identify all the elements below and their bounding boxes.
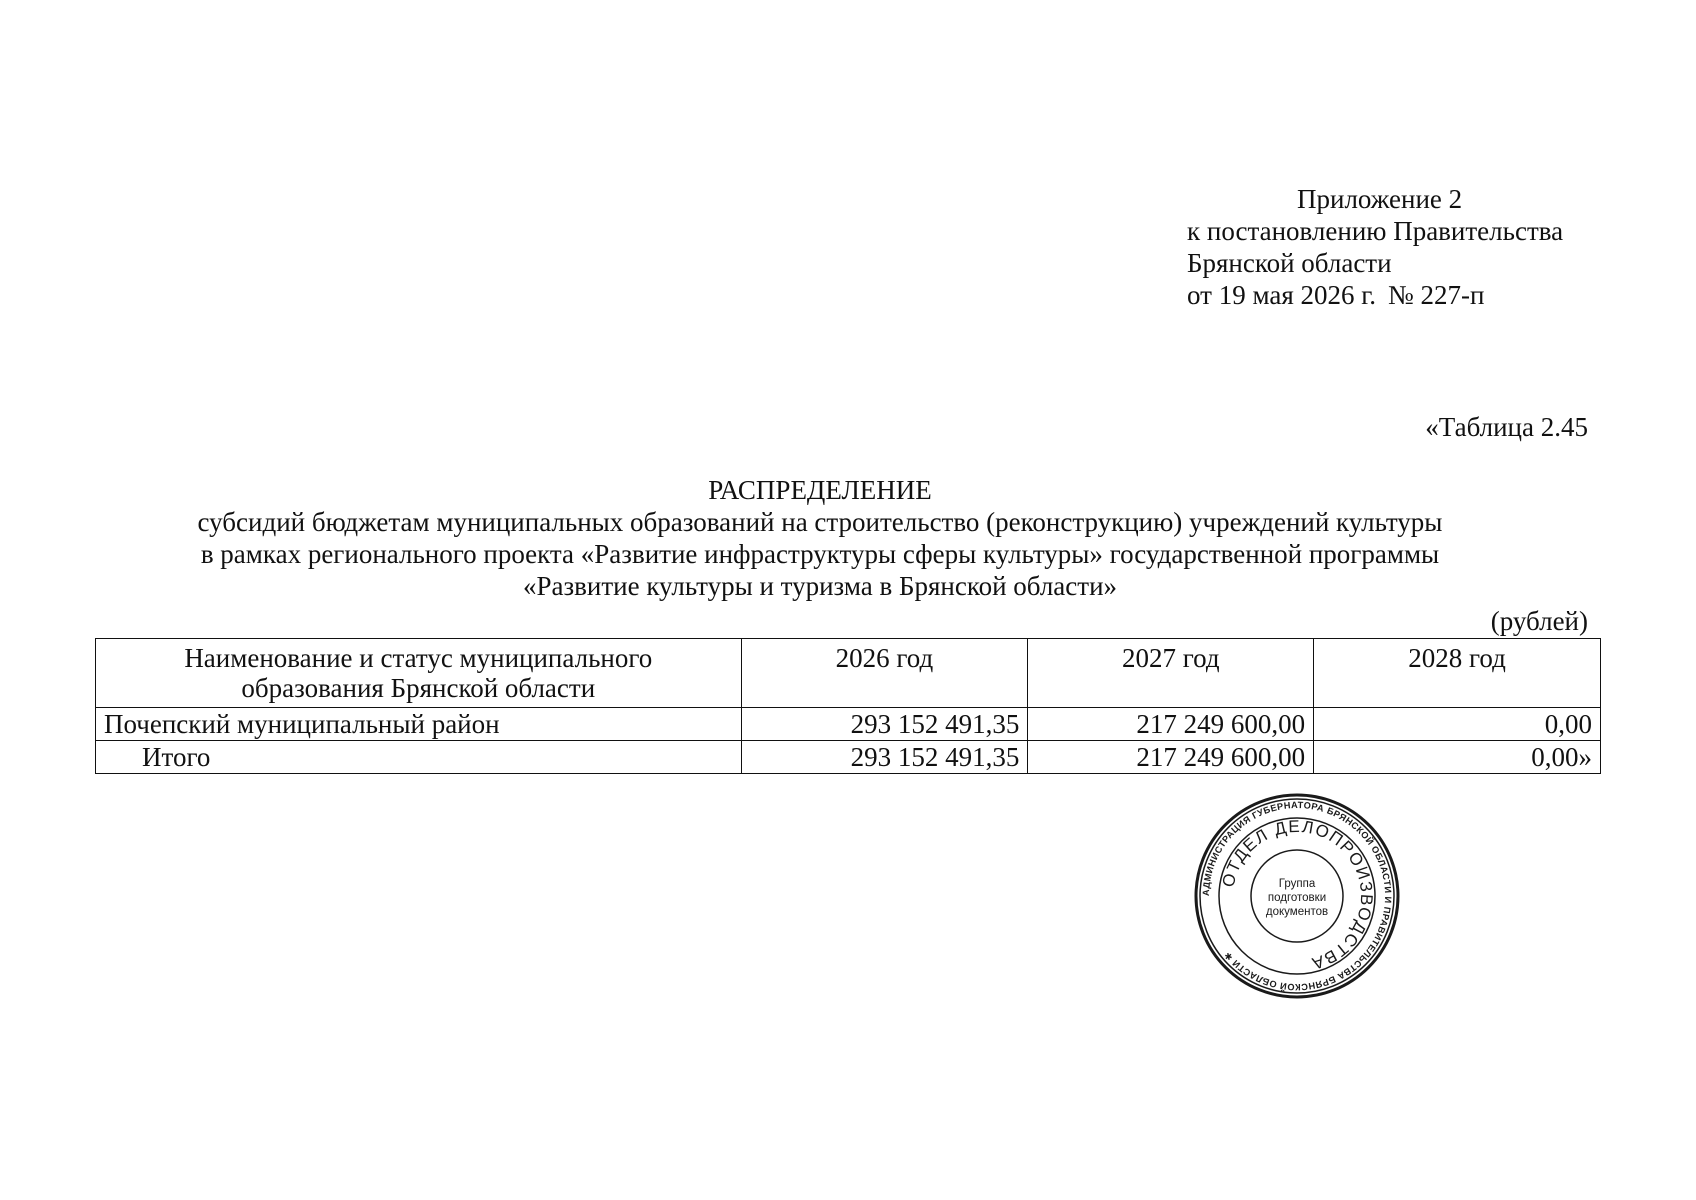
table-row xyxy=(96,708,1601,741)
header-name xyxy=(96,639,742,708)
total-2028-value: 0,00» xyxy=(1314,741,1601,774)
stamp-seal xyxy=(1194,793,1400,999)
document-title xyxy=(120,474,1520,602)
appendix-date: от 19 мая 2026 г. xyxy=(1187,280,1377,310)
header-2027: 2027 год xyxy=(1028,639,1314,708)
row-name: Почепский муниципальный район xyxy=(96,708,742,741)
row-2028-value: 0,00 xyxy=(1314,708,1601,741)
appendix-title: Приложение 2 xyxy=(1297,184,1463,214)
table-label: «Таблица 2.45 xyxy=(1425,412,1588,442)
stamp-center-line-3: документов xyxy=(1265,906,1329,918)
title-line-1: субсидий бюджетам муниципальных образований на строительство (реконструкцию) учреждений культуры xyxy=(197,507,1443,537)
appendix-date-line xyxy=(1187,279,1563,311)
appendix-reference: к постановлению Правительства xyxy=(1187,216,1564,246)
appendix-block xyxy=(1187,183,1563,311)
stamp-center-line-2: подготовки xyxy=(1267,892,1327,904)
total-2027-value: 217 249 600,00 xyxy=(1028,741,1314,774)
header-2026: 2026 год xyxy=(741,639,1028,708)
title-line-2: в рамках регионального проекта «Развитие инфраструктуры сферы культуры» государственной программы xyxy=(200,539,1440,569)
header-name-line-2: образования Брянской области xyxy=(241,673,596,703)
row-2026-value: 293 152 491,35 xyxy=(741,708,1028,741)
stamp-outer-text: АДМИНИСТРАЦИЯ ГУБЕРНАТОРА БРЯНСКОЙ ОБЛАСТИ И ПРАВИТЕЛЬСТВА БРЯНСКОЙ ОБЛАСТИ ✱ xyxy=(1200,799,1394,993)
subsidy-table xyxy=(95,638,1601,774)
table-total-row xyxy=(96,741,1601,774)
title-heading: РАСПРЕДЕЛЕНИЕ xyxy=(708,475,932,505)
stamp-center-line-1: Группа xyxy=(1278,878,1316,890)
row-2027-value: 217 249 600,00 xyxy=(1028,708,1314,741)
header-2028: 2028 год xyxy=(1314,639,1601,708)
total-2026-value: 293 152 491,35 xyxy=(741,741,1028,774)
header-name-line-1: Наименование и статус муниципального xyxy=(184,643,653,673)
office-stamp xyxy=(1194,793,1400,999)
appendix-region: Брянской области xyxy=(1187,248,1392,278)
appendix-number: № 227-п xyxy=(1388,280,1485,310)
table-header-row xyxy=(96,639,1601,708)
stamp-inner-text: ОТДЕЛ ДЕЛОПРОИЗВОДСТВА xyxy=(1218,816,1377,974)
total-label: Итого xyxy=(96,741,742,774)
title-line-3: «Развитие культуры и туризма в Брянской области» xyxy=(522,571,1118,601)
units-label: (рублей) xyxy=(1490,606,1588,636)
